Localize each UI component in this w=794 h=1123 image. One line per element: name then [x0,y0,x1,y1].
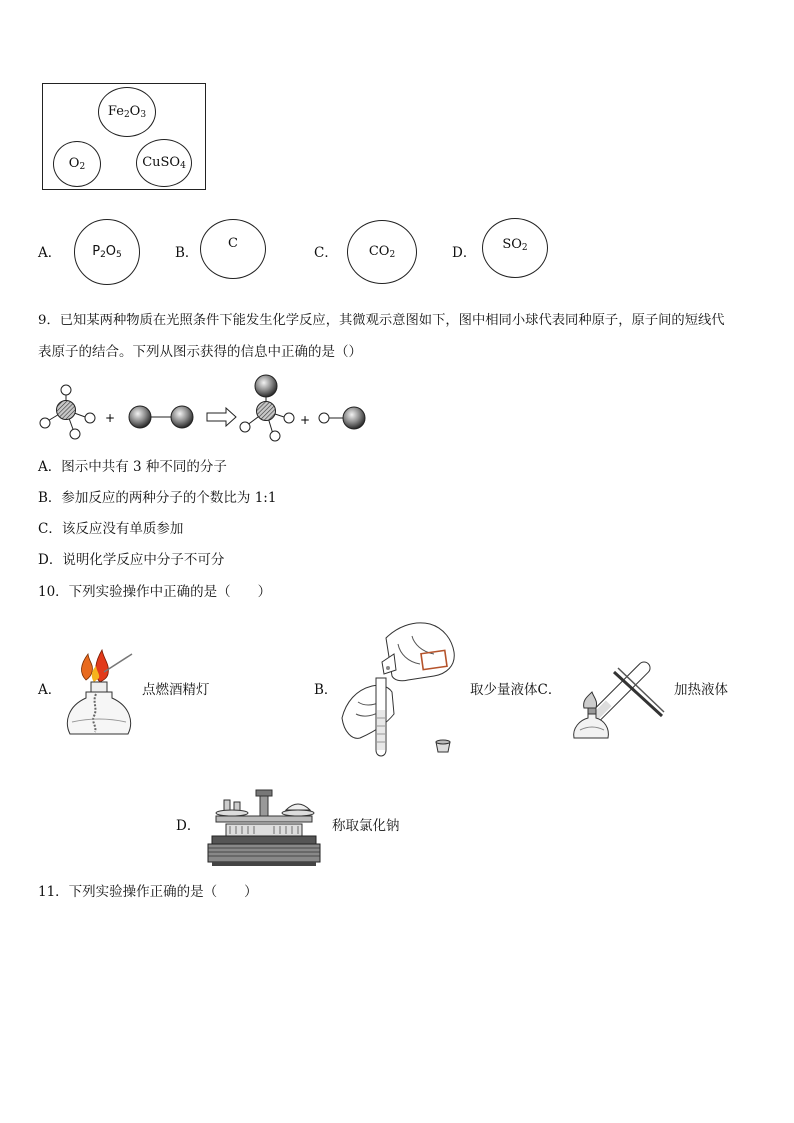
option-b-circle[interactable] [200,219,266,279]
option-c-circle[interactable] [347,220,417,284]
methane-molecule [40,385,95,439]
q9-option-d[interactable]: D．说明化学反应中分子不可分 [38,552,225,568]
heating-liquid-image[interactable] [570,652,668,744]
option-b-letter[interactable]: B． [175,245,199,261]
formula-text: CuSO$_4$ [142,155,186,171]
q10-option-d-letter[interactable]: D． [176,818,201,834]
q10-option-b-letter[interactable]: B． [314,682,338,698]
diatomic-molecule [129,406,193,428]
q10-stem: 10．下列实验操作中正确的是（ ） [38,584,272,600]
pour-liquid-image[interactable] [338,614,462,760]
formula-text: $P_2O_5$ [92,244,122,260]
q10-option-b-label: 取少量液体C． [470,682,562,698]
alcohol-lamp-image[interactable] [64,642,140,736]
product-molecule [240,375,294,441]
option-d-letter[interactable]: D． [452,245,477,261]
formula-circle-o2 [53,141,101,187]
hcl-molecule [319,407,365,429]
formula-circle-cuso4 [136,139,192,187]
q11-stem: 11．下列实验操作正确的是（ ） [38,884,258,900]
formula-text: $O_2$ [68,156,86,172]
plus-sign: + [300,413,311,427]
option-a-letter[interactable]: A． [38,245,62,261]
q10-option-a-label: 点燃酒精灯 [142,682,210,698]
balance-image[interactable] [206,786,322,866]
formula-text: $Fe_2O_3$ [107,104,147,120]
q10-option-a-letter[interactable]: A． [38,682,62,698]
q9-stem-line1: 9．已知某两种物质在光照条件下能发生化学反应，其微观示意图如下，图中相同小球代表同种原子，原子间的短线代 [38,313,725,328]
formula-text: C [228,236,238,251]
reaction-arrow [207,408,236,426]
formula-text: $CO_2$ [368,244,396,260]
option-a-circle[interactable] [74,219,140,285]
reaction-diagram [0,370,794,440]
option-c-letter[interactable]: C． [314,245,338,261]
q9-option-a[interactable]: A．图示中共有 3 种不同的分子 [38,459,227,475]
q9-option-b[interactable]: B．参加反应的两种分子的个数比为 1:1 [38,490,277,506]
q9-stem-line2: 表原子的结合。下列从图示获得的信息中正确的是（） [38,344,362,360]
formula-text: $SO_2$ [502,237,528,253]
q9-option-c[interactable]: C．该反应没有单质参加 [38,521,184,537]
q10-option-c-label: 加热液体 [674,682,728,698]
formula-circle-fe2o3 [98,87,156,137]
option-d-circle[interactable] [482,218,548,278]
plus-sign: + [105,411,116,425]
q10-option-d-label: 称取氯化钠 [332,818,400,834]
